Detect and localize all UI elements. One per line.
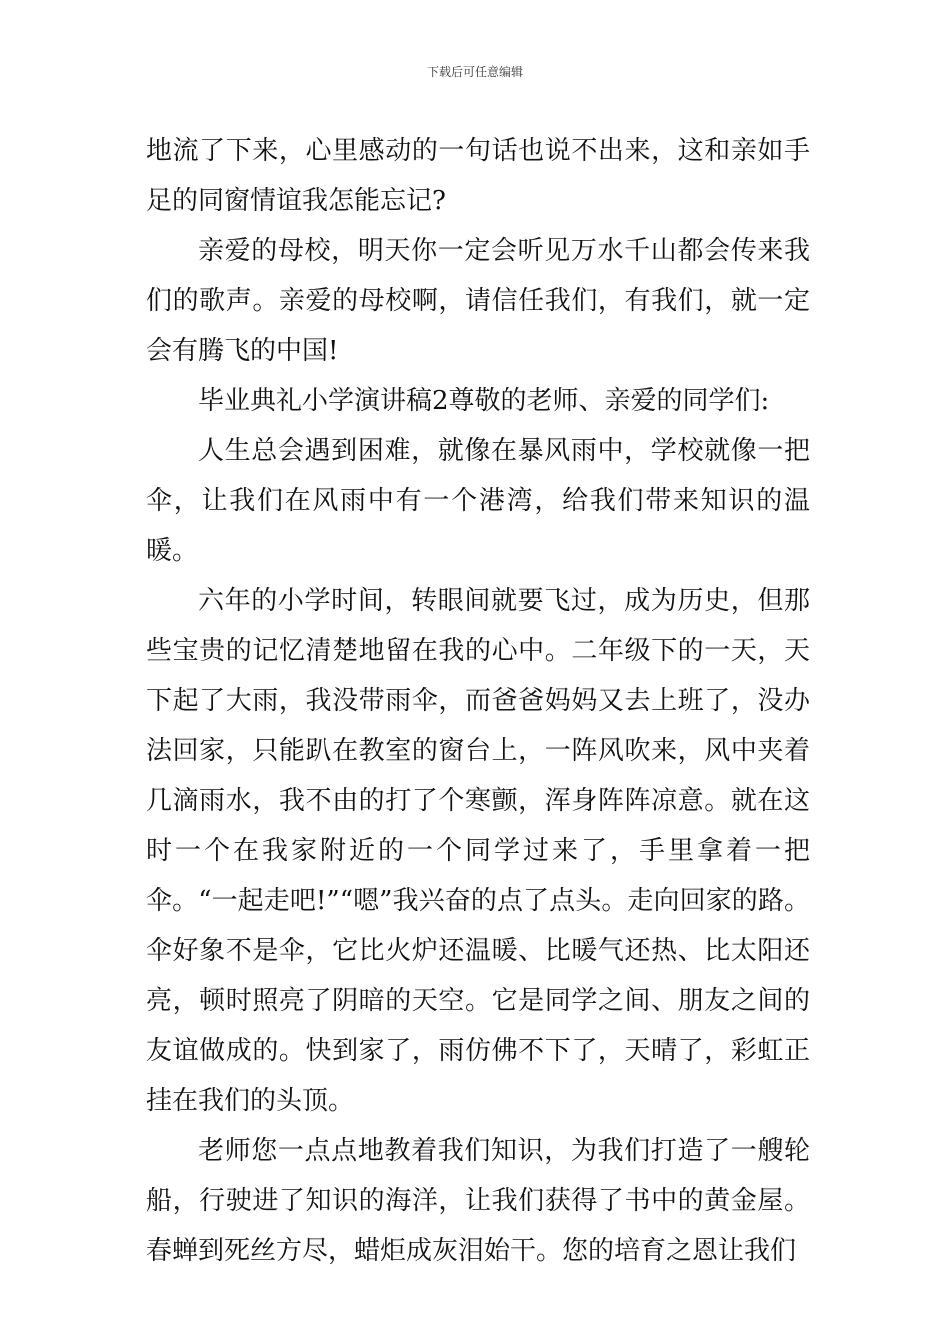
paragraph-2: 亲爱的母校，明天你一定会听见万水千山都会传来我们的歌声。亲爱的母校啊，请信任我们，有我们，就一定会有腾飞的中国! bbox=[146, 236, 810, 366]
document-body bbox=[146, 126, 810, 1276]
paragraph-1: 地流了下来，心里感动的一句话也说不出来，这和亲如手足的同窗情谊我怎能忘记? bbox=[146, 136, 810, 216]
paragraph-3: 毕业典礼小学演讲稿2尊敬的老师、亲爱的同学们: bbox=[198, 386, 770, 416]
paragraph-6: 老师您一点点地教着我们知识，为我们打造了一艘轮船，行驶进了知识的海洋，让我们获得了书中的黄金屋。春蝉到死丝方尽，蜡炬成灰泪始干。您的培育之恩让我们 bbox=[146, 1136, 810, 1266]
paragraph-5: 六年的小学时间，转眼间就要飞过，成为历史，但那些宝贵的记忆清楚地留在我的心中。二年级下的一天，天下起了大雨，我没带雨伞，而爸爸妈妈又去上班了，没办法回家，只能趴在教室的窗台上，一阵风吹来，风中夹着几滴雨水，我不由的打了个寒颤，浑身阵阵凉意。就在这时一个在我家附近的一个同学过来了，手里拿着一把伞。“一起走吧!”“嗯”我兴奋的点了点头。走向回家的路。伞好象不是伞，它比火炉还温暖、比暖气还热、比太阳还亮，顿时照亮了阴暗的天空。它是同学之间、朋友之间的友谊做成的。快到家了，雨仿佛不下了，天晴了，彩虹正挂在我们的头顶。 bbox=[146, 586, 810, 1116]
paragraph-4: 人生总会遇到困难，就像在暴风雨中，学校就像一把伞，让我们在风雨中有一个港湾，给我们带来知识的温暖。 bbox=[146, 436, 810, 566]
page-header: 下载后可任意编辑 bbox=[426, 65, 523, 79]
